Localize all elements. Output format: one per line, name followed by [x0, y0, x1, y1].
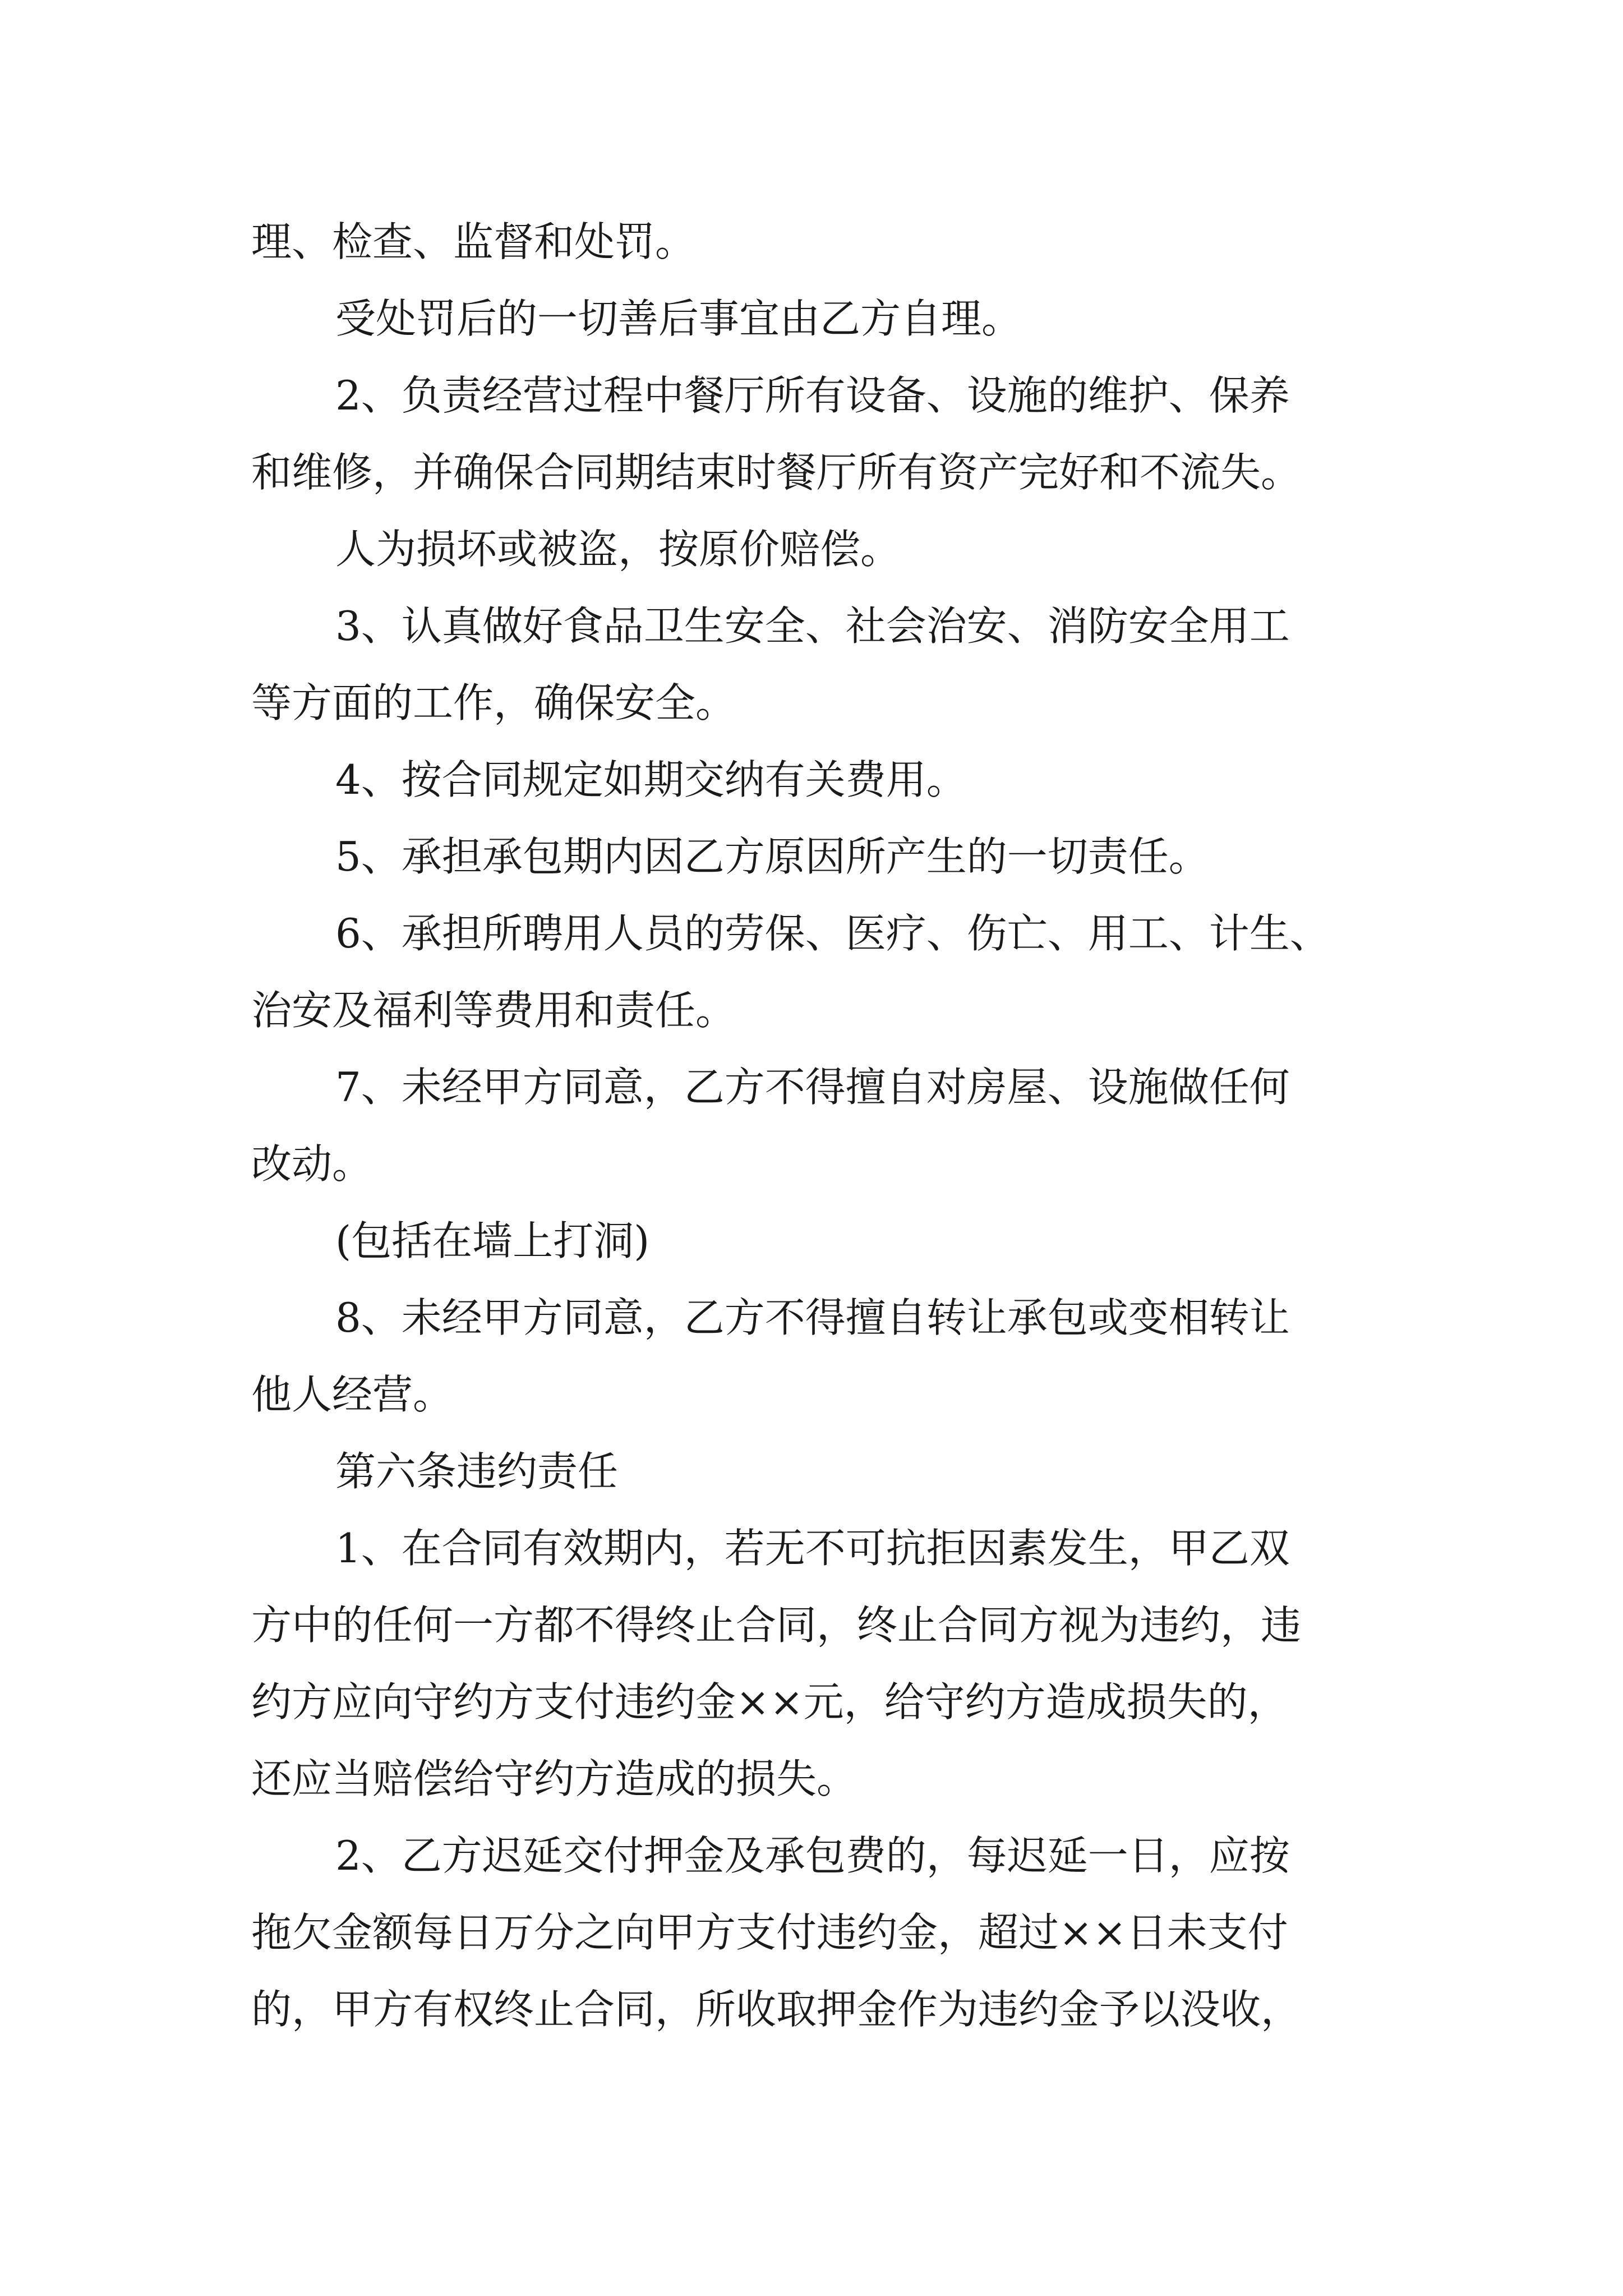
text-line: 7、未经甲方同意，乙方不得擅自对房屋、设施做任何 — [335, 1064, 1290, 1111]
section-heading: 第六条违约责任 — [335, 1448, 619, 1495]
text-line: 方中的任何一方都不得终止合同，终止合同方视为违约，违 — [251, 1602, 1302, 1649]
text-line: 8、未经甲方同意，乙方不得擅自转让承包或变相转让 — [335, 1294, 1290, 1341]
text-line: 改动。 — [251, 1140, 373, 1188]
text-line: 的，甲方有权终止合同，所收取押金作为违约金予以没收， — [251, 1986, 1302, 2033]
text-line: 还应当赔偿给守约方造成的损失。 — [251, 1755, 857, 1802]
text-line: 拖欠金额每日万分之向甲方支付违约金，超过××日未支付 — [251, 1909, 1288, 1956]
text-line: 3、认真做好食品卫生安全、社会治安、消防安全用工 — [335, 602, 1290, 650]
text-line: 5、承担承包期内因乙方原因所产生的一切责任。 — [335, 833, 1209, 880]
text-line: 6、承担所聘用人员的劳保、医疗、伤亡、用工、计生、 — [335, 910, 1330, 957]
text-line: 1、在合同有效期内，若无不可抗拒因素发生，甲乙双 — [335, 1525, 1290, 1572]
text-line: 2、负责经营过程中餐厅所有设备、设施的维护、保养 — [335, 372, 1290, 419]
text-line: 等方面的工作，确保安全。 — [251, 679, 736, 726]
text-line: 和维修，并确保合同期结束时餐厅所有资产完好和不流失。 — [251, 449, 1302, 496]
text-line: 他人经营。 — [251, 1371, 454, 1418]
text-line: 治安及福利等费用和责任。 — [251, 987, 736, 1034]
text-line: 理、检查、监督和处罚。 — [251, 218, 696, 265]
text-line: 4、按合同规定如期交纳有关费用。 — [335, 756, 967, 803]
text-line: 约方应向守约方支付违约金××元，给守约方造成损失的， — [251, 1678, 1288, 1726]
text-line: 人为损坏或被盗，按原价赔偿。 — [335, 526, 901, 573]
text-line: 2、乙方迟延交付押金及承包费的，每迟延一日，应按 — [335, 1832, 1290, 1879]
text-line: (包括在墙上打洞) — [335, 1217, 650, 1264]
text-line: 受处罚后的一切善后事宜由乙方自理。 — [335, 295, 1022, 342]
